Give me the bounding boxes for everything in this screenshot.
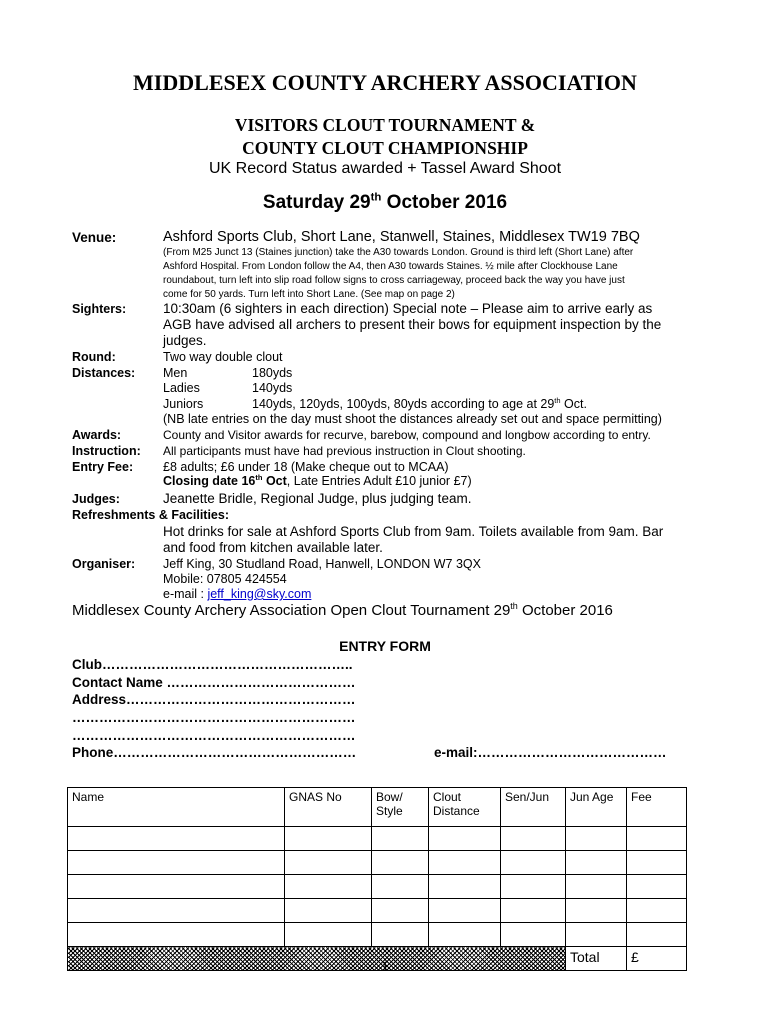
table-cell[interactable] [566,875,627,899]
table-cell[interactable] [501,875,566,899]
table-cell[interactable] [372,875,429,899]
sighters-text: AGB have advised all archers to present their bows for equipment inspection by the [163,317,662,332]
column-header-name: Name [68,788,285,827]
table-cell[interactable] [429,875,501,899]
table-cell[interactable] [285,923,372,947]
table-cell[interactable] [566,851,627,875]
organiser-email: e-mail : jeff_king@sky.com [163,587,312,601]
judges-label: Judges: [72,492,120,506]
ladies-distance: 140yds [252,381,293,395]
entry-fee-label: Entry Fee: [72,460,134,474]
awards-label: Awards: [72,428,122,442]
table-cell[interactable] [68,827,285,851]
table-cell[interactable] [501,827,566,851]
table-row [68,875,687,899]
ladies-label: Ladies [163,381,200,395]
page-title: MIDDLESEX COUNTY ARCHERY ASSOCIATION [133,70,637,95]
email-link[interactable]: jeff_king@sky.com [207,587,312,601]
juniors-label: Juniors [163,397,204,411]
refreshments-text: Hot drinks for sale at Ashford Sports Club from 9am. Toilets available from 9am. Bar [163,524,664,539]
table-header-row [68,788,687,827]
table-cell[interactable] [627,923,687,947]
sighters-label: Sighters: [72,302,127,316]
instruction-label: Instruction: [72,444,141,458]
table-row [68,899,687,923]
table-cell[interactable] [627,899,687,923]
table-cell[interactable] [566,899,627,923]
table-cell[interactable] [372,827,429,851]
directions-line: Ashford Hospital. From London follow the A4, then A30 towards Staines. ½ mile after Clockhouse Lane [163,261,618,272]
awards-text: County and Visitor awards for recurve, barebow, compound and longbow according to entry. [163,428,651,442]
table-row [68,923,687,947]
judges-text: Jeanette Bridle, Regional Judge, plus judging team. [163,491,472,506]
club-field[interactable]: Club……………………………………………….. [72,657,353,672]
table-cell[interactable] [566,923,627,947]
table-cell[interactable] [372,851,429,875]
men-distance: 180yds [252,366,293,380]
round-label: Round: [72,350,116,364]
table-cell[interactable] [68,923,285,947]
event-date: Saturday 29th October 2016 [262,191,508,213]
page-number: 1 [381,959,389,975]
column-header-sen-jun: Sen/Jun [501,788,566,827]
table-cell[interactable] [372,899,429,923]
table-cell[interactable] [501,851,566,875]
sighters-text: judges. [163,333,207,348]
refreshments-label: Refreshments & Facilities: [72,508,229,522]
table-cell[interactable] [285,851,372,875]
late-entry-note: (NB late entries on the day must shoot the distances already set out and space permitting) [163,412,662,426]
entry-form-title: ENTRY FORM [339,638,431,654]
men-label: Men [163,366,188,380]
total-fee-field[interactable]: £ [627,947,687,971]
directions-line: (From M25 Junct 13 (Staines junction) take the A30 towards London. Ground is third left (Short Lane) after [163,247,634,258]
table-cell[interactable] [429,923,501,947]
round-value: Two way double clout [163,350,283,364]
tournament-title-line2: COUNTY CLOUT CHAMPIONSHIP [242,138,528,158]
table-cell[interactable] [627,851,687,875]
table-row [68,851,687,875]
table-cell[interactable] [68,851,285,875]
email-field[interactable]: e-mail:…………………………………… [434,745,667,760]
column-header-gnas: GNAS No [285,788,372,827]
venue-address: Ashford Sports Club, Short Lane, Stanwell, Staines, Middlesex TW19 7BQ [163,229,640,245]
table-cell[interactable] [429,827,501,851]
address-field-line[interactable]: ……………………………………………………… [72,710,356,725]
organiser-mobile: Mobile: 07805 424554 [163,572,287,586]
address-field-line[interactable]: ……………………………………………………… [72,728,356,743]
table-cell[interactable] [627,827,687,851]
entry-fee-text: £8 adults; £6 under 18 (Make cheque out to MCAA) [163,460,449,474]
table-cell[interactable] [285,827,372,851]
table-cell[interactable] [501,923,566,947]
distances-label: Distances: [72,366,136,380]
table-cell[interactable] [429,851,501,875]
phone-field[interactable]: Phone……………………………………………… [72,745,357,760]
table-cell[interactable] [501,899,566,923]
contact-name-field[interactable]: Contact Name …………………………………… [72,675,356,690]
tournament-title-line1: VISITORS CLOUT TOURNAMENT & [234,115,536,135]
column-header-clout-distance: Clout Distance [429,788,501,827]
table-cell[interactable] [429,899,501,923]
table-cell[interactable] [627,875,687,899]
table-cell[interactable] [566,827,627,851]
column-header-fee: Fee [627,788,687,827]
directions-line: roundabout, turn left into slip road follow signs to cross carriageway, proceed back the way you have just [163,275,625,286]
organiser-address: Jeff King, 30 Studland Road, Hanwell, LONDON W7 3QX [163,557,481,571]
refreshments-text: and food from kitchen available later. [163,540,383,555]
entry-table [67,787,687,971]
table-cell[interactable] [68,875,285,899]
table-row [68,827,687,851]
table-cell[interactable] [285,875,372,899]
venue-label: Venue: [72,230,117,245]
juniors-distance: 140yds, 120yds, 100yds, 80yds according to age at 29th Oct. [252,395,587,411]
directions-line: come for 50 yards. Turn left into Short Lane. (See map on page 2) [163,289,455,300]
table-cell[interactable] [68,899,285,923]
instruction-text: All participants must have had previous instruction in Clout shooting. [163,444,526,458]
column-header-jun-age: Jun Age [566,788,627,827]
tournament-summary-line: Middlesex County Archery Association Open Clout Tournament 29th October 2016 [72,601,613,619]
total-label: Total [566,947,627,971]
record-status-note: UK Record Status awarded + Tassel Award Shoot [208,160,562,177]
table-cell[interactable] [372,923,429,947]
table-cell[interactable] [285,899,372,923]
sighters-text: 10:30am (6 sighters in each direction) Special note – Please aim to arrive early as [163,301,653,316]
address-field[interactable]: Address…………………………………………… [72,692,356,707]
column-header-bow-style: Bow/ Style [372,788,429,827]
organiser-label: Organiser: [72,557,136,571]
closing-date: Closing date 16th Oct, Late Entries Adult £10 junior £7) [163,472,472,488]
